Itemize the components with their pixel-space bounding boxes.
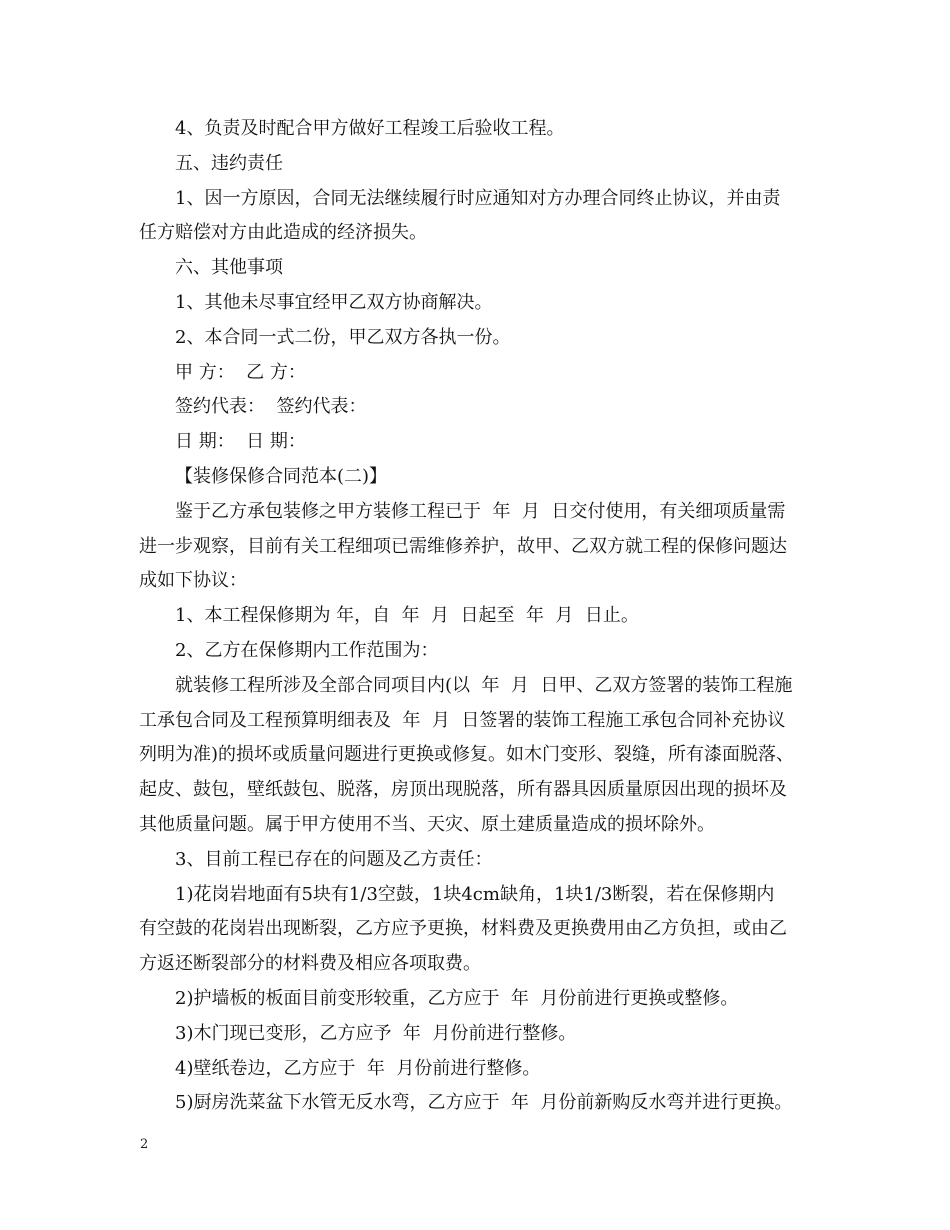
document-body: [139, 112, 819, 1121]
body-line: 2、本合同一式二份，甲乙双方各执一份。: [175, 326, 511, 348]
section-heading: 六、其他事项: [175, 257, 283, 279]
date-signature-line: 日 期： 日 期：: [175, 431, 306, 453]
body-line: 3)木门现已变形，乙方应予 年 月份前进行整修。: [175, 1022, 577, 1044]
body-line: 列明为准)的损坏或质量问题进行更换或修复。如木门变形、裂缝，所有漆面脱落、: [139, 744, 795, 766]
body-line: 任方赔偿对方由此造成的经济损失。: [139, 222, 427, 244]
body-line: 鉴于乙方承包装修之甲方装修工程已于 年 月 日交付使用，有关细项质量需: [175, 500, 786, 522]
body-line: 1、因一方原因，合同无法继续履行时应通知对方办理合同终止协议，并由责: [175, 187, 781, 209]
body-line: 方返还断裂部分的材料费及相应各项取费。: [139, 953, 481, 975]
contract-title: 【装修保修合同范本(二)】: [175, 465, 388, 487]
body-line: 成如下协议：: [139, 570, 247, 592]
body-line: 工承包合同及工程预算明细表及 年 月 日签署的装饰工程施工承包合同补充协议: [139, 709, 786, 731]
body-line: 1、其他未尽事宜经甲乙双方协商解决。: [175, 291, 493, 313]
body-line: 起皮、鼓包，壁纸鼓包、脱落，房顶出现脱落，所有器具因质量原因出现的损坏及: [139, 779, 787, 801]
body-line: 1、本工程保修期为 年，自 年 月 日起至 年 月 日止。: [175, 605, 639, 627]
body-line: 就装修工程所涉及全部合同项目内(以 年 月 日甲、乙双方签署的装饰工程施: [175, 674, 793, 696]
body-line: 5)厨房洗菜盆下水管无反水弯，乙方应于 年 月份前新购反水弯并进行更换。: [175, 1092, 793, 1114]
body-line: 有空鼓的花岗岩出现断裂，乙方应予更换，材料费及更换费用由乙方负担，或由乙: [139, 918, 787, 940]
party-signature-line: 甲 方： 乙 方：: [175, 361, 306, 383]
body-line: 3、目前工程已存在的问题及乙方责任：: [175, 848, 493, 870]
body-line: 2)护墙板的板面目前变形较重，乙方应于 年 月份前进行更换或整修。: [175, 987, 739, 1009]
representative-signature-line: 签约代表： 签约代表：: [175, 396, 367, 418]
body-line: 4、负责及时配合甲方做好工程竣工后验收工程。: [175, 118, 565, 139]
body-line: 4)壁纸卷边，乙方应于 年 月份前进行整修。: [175, 1057, 541, 1079]
page-number: 2: [140, 1137, 149, 1152]
body-line: 其他质量问题。属于甲方使用不当、天灾、原土建质量造成的损坏除外。: [139, 813, 715, 835]
body-line: 2、乙方在保修期内工作范围为：: [175, 639, 439, 661]
section-heading: 五、违约责任: [175, 152, 283, 174]
body-line: 进一步观察，目前有关工程细项已需维修养护，故甲、乙双方就工程的保修问题达: [139, 535, 787, 557]
body-line: 1)花岗岩地面有5块有1/3空鼓，1块4cm缺角，1块1/3断裂，若在保修期内: [175, 883, 775, 905]
